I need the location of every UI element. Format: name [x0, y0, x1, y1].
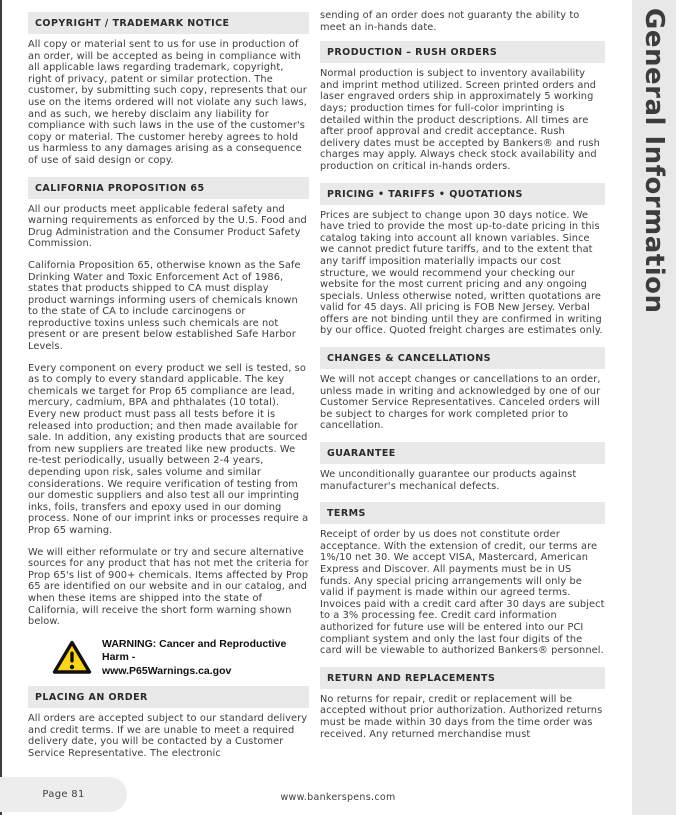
prop65-warning: [52, 638, 309, 679]
prop65-warning-text: [102, 638, 309, 679]
paragraph: We will either reformulate or try and secure alternative sources for any product that has not met the criteria for Prop 65's list of 900+ chemicals. Items affected by Prop 65 are identified on our website and in our catalog, and when these items are shipped into the state of California, will receive the short form warning shown below.: [28, 546, 309, 628]
production-section-title: PRODUCTION – RUSH ORDERS: [320, 41, 605, 63]
placing-order-section-title: PLACING AN ORDER: [28, 686, 309, 708]
returns-section-title: RETURN AND REPLACEMENTS: [320, 667, 605, 689]
guarantee-section-title: GUARANTEE: [320, 442, 605, 464]
section-tab-general-information: [632, 0, 676, 815]
page-left-edge: [0, 0, 2, 815]
paragraph: All our products meet applicable federal safety and warning requirements as enforced by the U.S. Food and Drug Administration and the Consumer Product Safety Commission.: [28, 203, 307, 250]
paragraph: Receipt of order by us does not constitute order acceptance. With the extension of credit, our terms are 1%/10 net 30. We accept VISA, Mastercard, American Express and Discover. All payments must be in US funds. Any special pricing arrangements will only be valid if payment is made within our agreed terms. Invoices paid with a credit card after 30 days are subject to a 3% processing fee. Credit card information authorized for future use will be entered into our PCI compliant system and only the last four digits of the card will be viewable to authorized Bankers® personnel.: [320, 529, 605, 657]
paragraph: California Proposition 65, otherwise known as the Safe Drinking Water and Toxic Enforcement Act of 1986, states that products shipped to CA must display product warnings informing users of chemicals known to the state of CA to include carcinogens or reproductive toxins unless such chemicals are not present or are present below established Safe Harbor Levels.: [28, 259, 301, 353]
copyright-section-title: COPYRIGHT / TRADEMARK NOTICE: [28, 12, 309, 34]
website-url: www.bankerspens.com: [280, 792, 396, 803]
side-tab-label: General Information: [639, 8, 669, 314]
section-changes-cancellations: [320, 347, 605, 432]
section-production-rush-orders: [320, 41, 605, 172]
continuation-paragraph: sending of an order does not guaranty the ability to meet an in-hands date.: [320, 10, 580, 33]
paragraph: All copy or material sent to us for use in production of an order, will be accepted as being in compliance with all applicable laws regarding trademark, copyright, right of privacy, patent or similar protection. The customer, by submitting such copy, represents that our use on the items ordered will not violate any such laws, and as such, we hereby disclaim any liability for compliance with such laws in the use of the customer's copy or material. The customer hereby agrees to hold us harmless to any damages arising as a consequence of use of said design or copy.: [28, 39, 307, 166]
paragraph: Every component on every product we sell is tested, so as to comply to every standard applicable. The key chemicals we target for Prop 65 compliance are lead, mercury, cadmium, BPA and phthalates (10 total). Every new product must pass all tests before it is released into production; and then made available for sale. In addition, any existing products that are sourced from new suppliers are treated like new products. We re-test periodically, usually between 2-4 years, depending upon risk, sales volume and similar considerations. We require verification of testing from our domestic suppliers and also test all our imprinting inks, foils, transfers and epoxy used in our doming process. None of our imprint inks or processes require a Prop 65 warning.: [28, 362, 309, 536]
paragraph: All orders are accepted subject to our standard delivery and credit terms. If we are unable to meet a required delivery date, you will be contacted by a Customer Service Representative. The electronic: [28, 713, 308, 759]
changes-section-title: CHANGES & CANCELLATIONS: [320, 347, 605, 369]
page-number-label: Page 81: [42, 789, 85, 800]
section-guarantee: [320, 442, 605, 492]
paragraph: Normal production is subject to inventory availability and imprint method utilized. Screen printed orders and laser engraved orders ship in approximately 5 working days; production times for full-color imprinting is detailed within the product descriptions. All times are after proof approval and credit acceptance. Rush delivery dates must be accepted by Bankers® and rush charges may apply. Always check stock availability and production on critical in-hands orders.: [320, 68, 600, 172]
section-california-proposition-65: [28, 177, 309, 679]
terms-section-title: TERMS: [320, 502, 605, 524]
right-column: [320, 10, 605, 750]
left-column: [28, 12, 309, 770]
warning-triangle-icon: [52, 640, 92, 675]
prop65-section-title: CALIFORNIA PROPOSITION 65: [28, 177, 309, 199]
section-terms: [320, 502, 605, 657]
paragraph: No returns for repair, credit or replacement will be accepted without prior authorization. Authorized returns must be made within 30 days from the time order was received. Any returned merchandise must: [320, 693, 603, 740]
paragraph: We will not accept changes or cancellations to an order, unless made in writing and acknowledged by one of our Customer Service Representatives. Canceled orders will be subject to charges for work completed prior to cancellation.: [320, 374, 601, 432]
paragraph: We unconditionally guarantee our products against manufacturer's mechanical defects.: [320, 469, 577, 492]
pricing-section-title: PRICING • TARIFFS • QUOTATIONS: [320, 183, 605, 205]
section-placing-an-order: [28, 686, 309, 759]
warning-line: WARNING: Cancer and Reproductive Harm -: [102, 637, 287, 664]
section-copyright-trademark-notice: [28, 12, 309, 167]
section-return-and-replacements: [320, 667, 605, 740]
paragraph: Prices are subject to change upon 30 days notice. We have tried to provide the most up-to-date pricing in this catalog taking into account all known variables. Since we cannot predict future tariffs, and to the extent that any tariff imposition materially impacts our cost structure, we would recommend your checking our website for the most current pricing and any ongoing specials. Unless otherwise noted, written quotations are valid for 45 days. All pricing is FOB New Jersey. Verbal offers are not binding until they are confirmed in writing by our office. Quoted freight charges are estimates only.: [320, 209, 603, 337]
section-pricing-tariffs-quotations: [320, 183, 605, 338]
warning-url: www.P65Warnings.ca.gov: [102, 664, 232, 677]
